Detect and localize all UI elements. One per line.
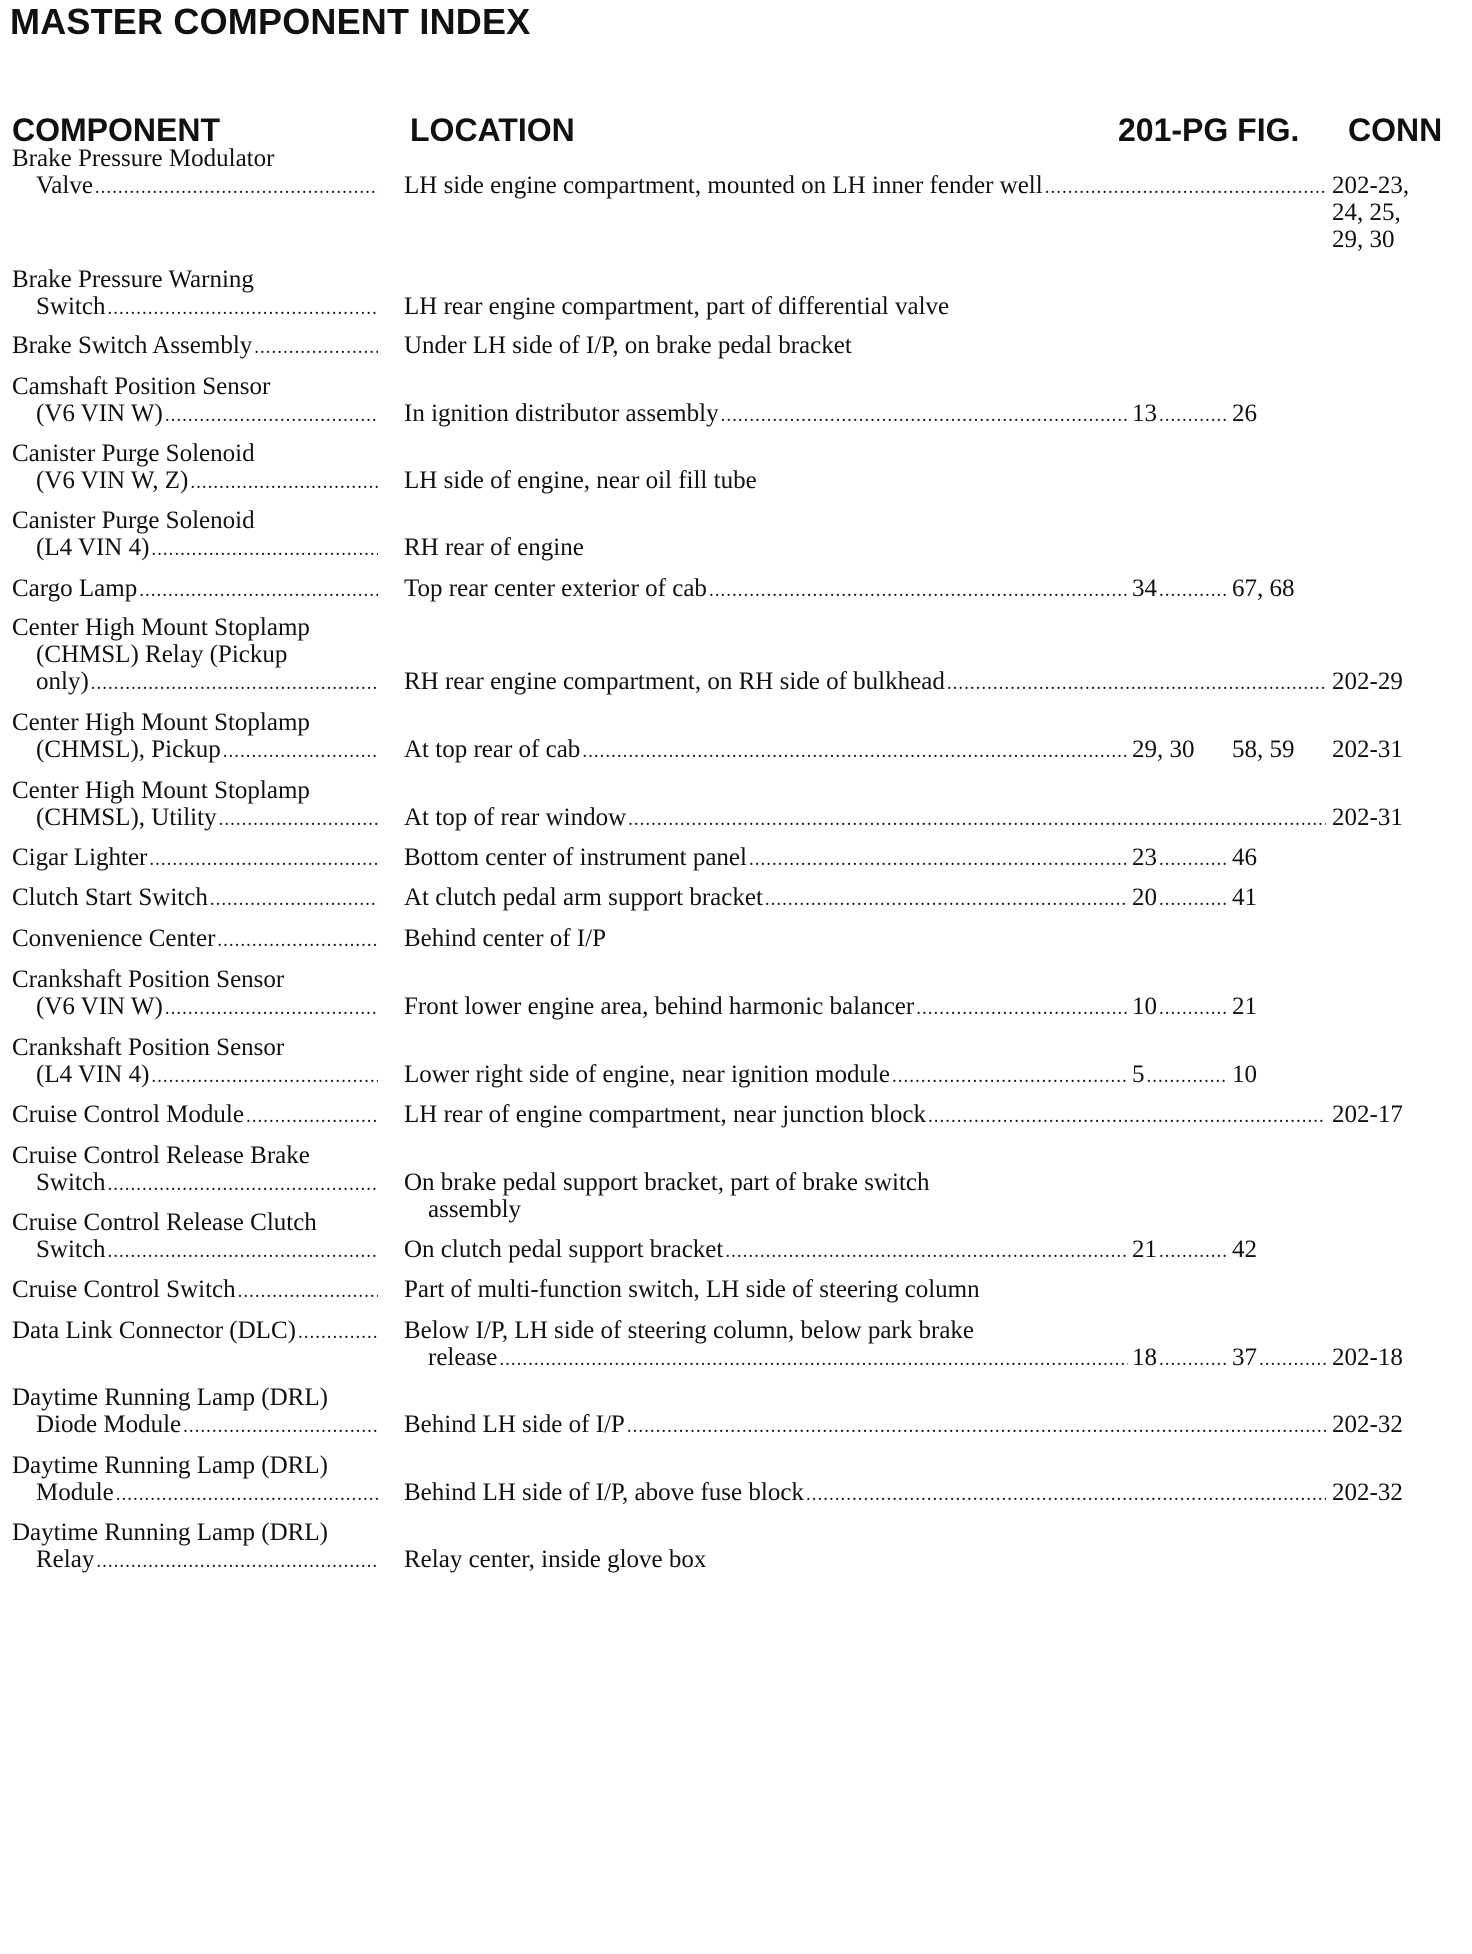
component-name-line: Canister Purge Solenoid bbox=[12, 507, 255, 534]
figure-number: 21 bbox=[1232, 993, 1257, 1020]
component-name-text: (V6 VIN W) bbox=[36, 993, 163, 1020]
component-name-line: (CHMSL) Relay (Pickup bbox=[36, 641, 288, 668]
location bbox=[404, 990, 1128, 1025]
component-name bbox=[36, 1476, 378, 1511]
location-line: assembly bbox=[428, 1196, 522, 1223]
component-name bbox=[12, 841, 378, 876]
component-name bbox=[36, 1058, 378, 1093]
connector-ref: 202-17 bbox=[1332, 1101, 1403, 1128]
component-name-line: Cruise Control Release Clutch bbox=[12, 1209, 317, 1236]
connector-ref: 29, 30 bbox=[1332, 226, 1395, 253]
component-name-text: Diode Module bbox=[36, 1411, 182, 1438]
component-name-line: Daytime Running Lamp (DRL) bbox=[12, 1519, 328, 1546]
page-number-text: 10 bbox=[1132, 993, 1157, 1020]
column-header-page-fig: 201-PG FIG. bbox=[1118, 112, 1300, 148]
component-name-text: Switch bbox=[36, 1236, 106, 1263]
location-text: On clutch pedal support bracket bbox=[404, 1236, 724, 1263]
component-name bbox=[12, 922, 378, 957]
component-name bbox=[36, 1543, 378, 1578]
component-name-text: Cargo Lamp bbox=[12, 575, 138, 602]
location-text: Behind LH side of I/P bbox=[404, 1411, 625, 1438]
column-header-location: LOCATION bbox=[410, 112, 575, 148]
connector-ref: 202-18 bbox=[1332, 1344, 1403, 1371]
component-name-text: Data Link Connector (DLC) bbox=[12, 1317, 296, 1344]
component-name-line: Center High Mount Stoplamp bbox=[12, 777, 310, 804]
location-text: release bbox=[428, 1344, 498, 1371]
component-name bbox=[36, 665, 378, 700]
location bbox=[404, 881, 1128, 916]
location bbox=[428, 1341, 1128, 1376]
location-line: On brake pedal support bracket, part of brake switch bbox=[404, 1169, 930, 1196]
component-name bbox=[36, 290, 378, 325]
page-number bbox=[1132, 1233, 1228, 1268]
column-header-component: COMPONENT bbox=[12, 112, 220, 148]
location: Behind center of I/P bbox=[404, 925, 607, 952]
page-number bbox=[1132, 572, 1228, 607]
component-name-text: Module bbox=[36, 1479, 114, 1506]
page-number bbox=[1132, 397, 1228, 432]
connector-ref: 24, 25, bbox=[1332, 199, 1401, 226]
figure-number: 10 bbox=[1232, 1061, 1257, 1088]
location-text: At top of rear window bbox=[404, 804, 627, 831]
component-name-text: only) bbox=[36, 668, 89, 695]
component-name-line: Crankshaft Position Sensor bbox=[12, 966, 285, 993]
connector-ref: 202-31 bbox=[1332, 736, 1403, 763]
location: LH side of engine, near oil fill tube bbox=[404, 467, 757, 494]
component-name-text: Brake Switch Assembly bbox=[12, 332, 253, 359]
component-name bbox=[36, 464, 378, 499]
component-name bbox=[12, 572, 378, 607]
component-name bbox=[36, 397, 378, 432]
component-name-text: (CHMSL), Pickup bbox=[36, 736, 221, 763]
component-name-text: (V6 VIN W, Z) bbox=[36, 467, 189, 494]
component-name-line: Cruise Control Release Brake bbox=[12, 1142, 310, 1169]
component-name bbox=[36, 1233, 378, 1268]
component-name bbox=[36, 990, 378, 1025]
component-name bbox=[36, 801, 378, 836]
component-name-text: Cigar Lighter bbox=[12, 844, 148, 871]
component-name bbox=[36, 531, 378, 566]
connector-ref: 202-23, bbox=[1332, 172, 1410, 199]
page-number: 29, 30 bbox=[1132, 736, 1195, 763]
component-name-text: Cruise Control Switch bbox=[12, 1276, 236, 1303]
page-number-text: 34 bbox=[1132, 575, 1157, 602]
page-number bbox=[1132, 1341, 1228, 1376]
location bbox=[404, 572, 1128, 607]
location bbox=[404, 801, 1326, 836]
component-name bbox=[12, 881, 378, 916]
page-number-text: 18 bbox=[1132, 1344, 1157, 1371]
component-name-text: Clutch Start Switch bbox=[12, 884, 208, 911]
location bbox=[404, 1098, 1326, 1133]
figure-number: 58, 59 bbox=[1232, 736, 1295, 763]
figure-number: 46 bbox=[1232, 844, 1257, 871]
component-name-text: (L4 VIN 4) bbox=[36, 1061, 150, 1088]
figure-number bbox=[1232, 1341, 1328, 1376]
page-number bbox=[1132, 990, 1228, 1025]
component-name-text: (CHMSL), Utility bbox=[36, 804, 217, 831]
location: Part of multi-function switch, LH side of steering column bbox=[404, 1276, 980, 1303]
location-text: Behind LH side of I/P, above fuse block bbox=[404, 1479, 804, 1506]
location bbox=[404, 1408, 1326, 1443]
location-text: Top rear center exterior of cab bbox=[404, 575, 707, 602]
component-name-text: Switch bbox=[36, 1169, 106, 1196]
location: Relay center, inside glove box bbox=[404, 1546, 707, 1573]
component-name bbox=[12, 1098, 378, 1133]
component-name-text: Cruise Control Module bbox=[12, 1101, 244, 1128]
component-name bbox=[36, 169, 378, 204]
location bbox=[404, 1233, 1128, 1268]
component-name-line: Center High Mount Stoplamp bbox=[12, 614, 310, 641]
location-line: Below I/P, LH side of steering column, below park brake bbox=[404, 1317, 975, 1344]
component-name-text: Convenience Center bbox=[12, 925, 216, 952]
connector-ref: 202-31 bbox=[1332, 804, 1403, 831]
location bbox=[404, 841, 1128, 876]
page-number bbox=[1132, 1058, 1228, 1093]
component-name bbox=[12, 1314, 378, 1349]
location-text: At top rear of cab bbox=[404, 736, 581, 763]
component-name-line: Crankshaft Position Sensor bbox=[12, 1034, 285, 1061]
component-name bbox=[12, 1273, 378, 1308]
connector-ref: 202-32 bbox=[1332, 1479, 1403, 1506]
component-name-line: Canister Purge Solenoid bbox=[12, 440, 255, 467]
location-text: Front lower engine area, behind harmonic balancer bbox=[404, 993, 915, 1020]
component-name-text: (V6 VIN W) bbox=[36, 400, 163, 427]
component-name-line: Camshaft Position Sensor bbox=[12, 373, 271, 400]
figure-number: 26 bbox=[1232, 400, 1257, 427]
connector-ref: 202-29 bbox=[1332, 668, 1403, 695]
component-name bbox=[36, 1166, 378, 1201]
page-number-text: 5 bbox=[1132, 1061, 1145, 1088]
location-text: In ignition distributor assembly bbox=[404, 400, 719, 427]
page-number-text: 23 bbox=[1132, 844, 1157, 871]
component-name bbox=[12, 329, 378, 364]
location bbox=[404, 733, 1128, 768]
location bbox=[404, 1476, 1326, 1511]
component-name-line: Brake Pressure Modulator bbox=[12, 145, 275, 172]
location-text: RH rear engine compartment, on RH side of bulkhead bbox=[404, 668, 945, 695]
page-title: MASTER COMPONENT INDEX bbox=[10, 1, 531, 42]
component-name bbox=[36, 733, 378, 768]
component-name-line: Center High Mount Stoplamp bbox=[12, 709, 310, 736]
component-name-line: Daytime Running Lamp (DRL) bbox=[12, 1452, 328, 1479]
column-header-conn: CONN bbox=[1348, 112, 1443, 148]
page-number-text: 13 bbox=[1132, 400, 1157, 427]
location bbox=[404, 169, 1326, 204]
location-text: At clutch pedal arm support bracket bbox=[404, 884, 763, 911]
page-number-text: 21 bbox=[1132, 1236, 1157, 1263]
component-name-line: Daytime Running Lamp (DRL) bbox=[12, 1384, 328, 1411]
figure-number-text: 37 bbox=[1232, 1344, 1257, 1371]
component-name-text: Relay bbox=[36, 1546, 95, 1573]
location bbox=[404, 665, 1326, 700]
location-text: Lower right side of engine, near ignition module bbox=[404, 1061, 890, 1088]
component-name bbox=[36, 1408, 378, 1443]
location: LH rear engine compartment, part of differential valve bbox=[404, 293, 950, 320]
location-text: Bottom center of instrument panel bbox=[404, 844, 747, 871]
location bbox=[404, 1058, 1128, 1093]
page-number bbox=[1132, 841, 1228, 876]
page-number-text: 20 bbox=[1132, 884, 1157, 911]
component-name-text: (L4 VIN 4) bbox=[36, 534, 150, 561]
location bbox=[404, 397, 1128, 432]
location-text: LH side engine compartment, mounted on LH inner fender well bbox=[404, 172, 1043, 199]
location: RH rear of engine bbox=[404, 534, 584, 561]
location-text: LH rear of engine compartment, near junction block bbox=[404, 1101, 927, 1128]
location: Under LH side of I/P, on brake pedal bracket bbox=[404, 332, 852, 359]
figure-number: 42 bbox=[1232, 1236, 1257, 1263]
component-name-text: Switch bbox=[36, 293, 106, 320]
figure-number: 67, 68 bbox=[1232, 575, 1295, 602]
component-name-text: Valve bbox=[36, 172, 93, 199]
connector-ref: 202-32 bbox=[1332, 1411, 1403, 1438]
figure-number: 41 bbox=[1232, 884, 1257, 911]
page-number bbox=[1132, 881, 1228, 916]
component-name-line: Brake Pressure Warning bbox=[12, 266, 254, 293]
